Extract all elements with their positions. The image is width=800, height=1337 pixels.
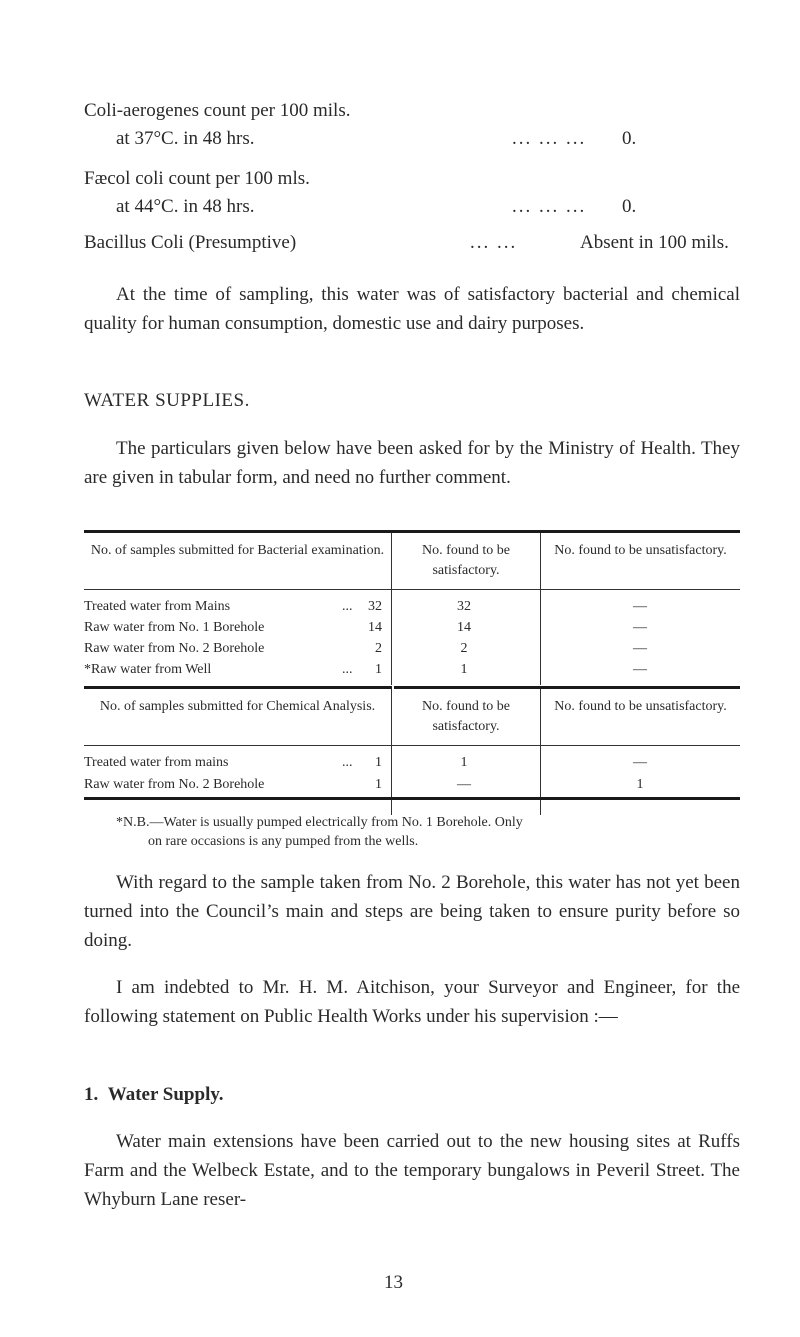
bacillus-coli-row: [84, 232, 744, 258]
borehole-paragraph: With regard to the sample taken from No. 2 Borehole, this water has not yet been turned into the Council’s main and steps are being taken to ensure purity before so doing.: [84, 872, 740, 951]
table-row-label: *Raw water from Well: [84, 662, 212, 677]
table-rule: [84, 686, 392, 689]
bacillus-coli-value: Absent in 100 mils.: [580, 232, 729, 253]
table-row-count: 1: [375, 777, 382, 792]
table-row-count: 1: [375, 662, 382, 677]
bacterial-header-satisfactory: No. found to be satisfactory.: [422, 543, 510, 578]
bacterial-header-samples: No. of samples submitted for Bacterial examination.: [90, 543, 385, 558]
leader-dots: ... ... ...: [512, 128, 587, 149]
footnote-line-1: *N.B.—Water is usually pumped electrically from No. 1 Borehole. Only: [116, 815, 523, 830]
table-row-unsatisfactory: —: [633, 662, 647, 677]
table-row-unsatisfactory: —: [633, 641, 647, 656]
table-rule: [394, 686, 740, 689]
table-row-count: 1: [375, 755, 382, 770]
table-row-satisfactory: 1: [460, 755, 468, 770]
table-row-count: 2: [375, 641, 382, 656]
mains-paragraph: Water main extensions have been carried out to the new housing sites at Ruffs Farm and the Welbeck Estate, and to the temporary bungalows in Peveril Street. The Whyburn Lane reser-: [84, 1131, 740, 1210]
bacterial-header-unsatisfactory: No. found to be unsatisfactory.: [554, 543, 727, 558]
faecal-coli-value: 0.: [622, 196, 637, 217]
leader-dots: ...: [342, 755, 353, 770]
table-row-satisfactory: 32: [457, 599, 471, 614]
sampling-paragraph: At the time of sampling, this water was of satisfactory bacterial and chemical quality for human consumption, domestic use and dairy purposes.: [84, 284, 740, 334]
table-row-unsatisfactory: —: [633, 599, 647, 614]
table-row-label: Treated water from Mains: [84, 599, 231, 614]
water-supplies-heading: WATER SUPPLIES.: [84, 390, 250, 411]
page-number: 13: [384, 1272, 403, 1293]
table-row-satisfactory: 2: [460, 641, 468, 656]
coli-aerogenes-condition: at 37°C. in 48 hrs.: [116, 128, 255, 149]
faecal-coli-row: [116, 196, 646, 222]
table-row-label: Raw water from No. 1 Borehole: [84, 620, 265, 635]
table-row-unsatisfactory: —: [633, 620, 647, 635]
leader-dots: ... ... ...: [512, 196, 587, 217]
indebted-paragraph: I am indebted to Mr. H. M. Aitchison, your Surveyor and Engineer, for the following statement on Public Health Works under his supervision :—: [84, 977, 740, 1027]
table-row-satisfactory: 14: [457, 620, 471, 635]
table-bottom-rule: [84, 797, 740, 800]
coli-aerogenes-label: Coli-aerogenes count per 100 mils.: [84, 100, 351, 121]
table-row-satisfactory: 1: [460, 662, 468, 677]
table-row-label: Treated water from mains: [84, 755, 229, 770]
header-rule: [84, 589, 740, 590]
header-rule: [84, 745, 740, 746]
table-row-satisfactory: —: [457, 777, 471, 792]
chemical-header-satisfactory: No. found to be satisfactory.: [422, 699, 510, 734]
table-row-count: 14: [368, 620, 382, 635]
ministry-paragraph: The particulars given below have been asked for by the Ministry of Health. They are given in tabular form, and need no further comment.: [84, 438, 740, 488]
leader-dots: ... ...: [470, 232, 518, 253]
bacillus-coli-label: Bacillus Coli (Presumptive): [84, 232, 297, 253]
section-heading-water-supply: [84, 1084, 224, 1106]
leader-dots: ...: [342, 599, 353, 614]
faecal-coli-label: Fæcol coli count per 100 mls.: [84, 168, 310, 189]
section-title: Water Supply.: [107, 1084, 224, 1105]
chemical-header-samples: No. of samples submitted for Chemical Analysis.: [99, 699, 376, 714]
chemical-header-unsatisfactory: No. found to be unsatisfactory.: [554, 699, 727, 714]
faecal-coli-condition: at 44°C. in 48 hrs.: [116, 196, 255, 217]
footnote-line-2: on rare occasions is any pumped from the wells.: [148, 834, 419, 849]
coli-aerogenes-value: 0.: [622, 128, 637, 149]
table-row-unsatisfactory: —: [633, 755, 647, 770]
table-row-unsatisfactory: 1: [636, 777, 644, 792]
table-row-label: Raw water from No. 2 Borehole: [84, 777, 265, 792]
table-top-rule: [84, 530, 740, 533]
coli-aerogenes-row: [116, 128, 646, 154]
leader-dots: ...: [342, 662, 353, 677]
table-row-count: 32: [368, 599, 382, 614]
table-row-label: Raw water from No. 2 Borehole: [84, 641, 265, 656]
section-number: 1.: [84, 1084, 99, 1105]
